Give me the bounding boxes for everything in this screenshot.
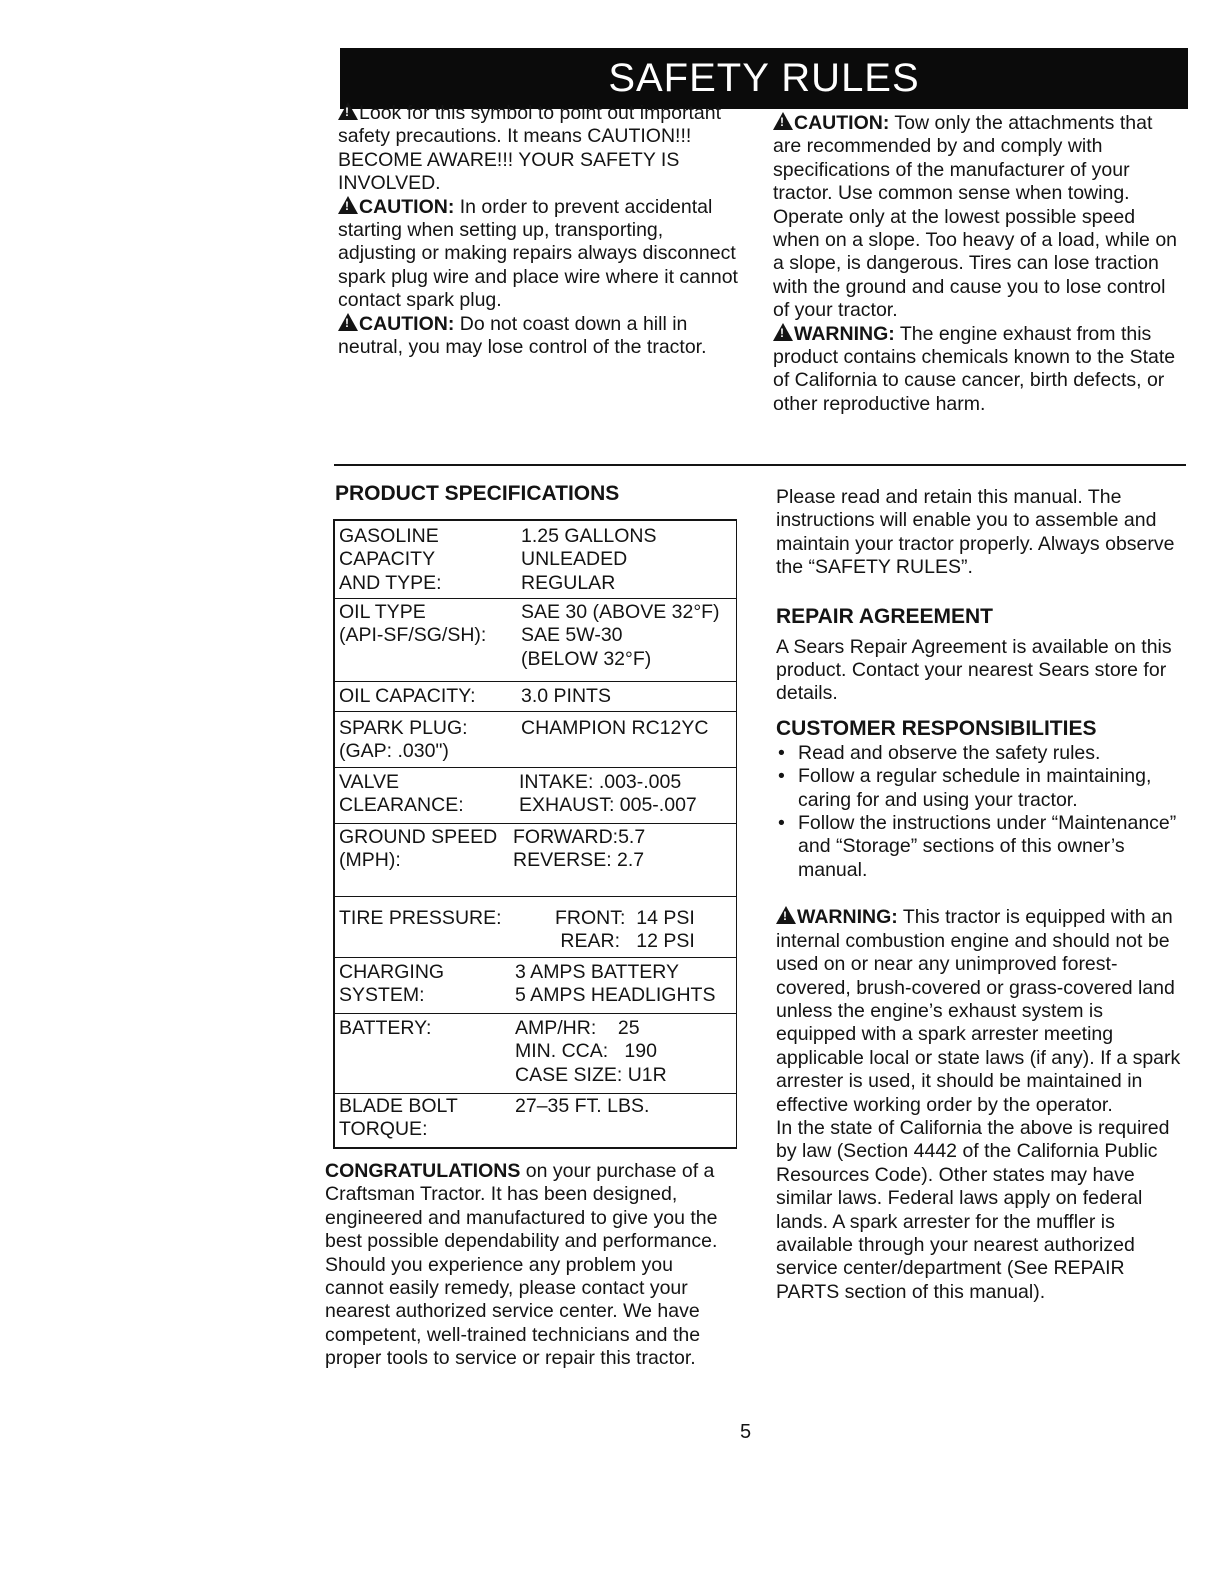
page-number: 5 <box>740 1421 752 1443</box>
spec-value: 1.25 GALLONS UNLEADED REGULAR <box>521 525 657 594</box>
spec-label: VALVE CLEARANCE: <box>339 771 464 817</box>
warning-spark-arrester: !WARNING: This tractor is equipped with an internal combustion engine and should not be used on or near any unimproved forest-covered, brush-covered or grass-covered land unless the engine’s exhaust system is equipped with a spark arrester meeting applicable local or state laws (if any). If a spark arrester is used, it should be maintained in effective working order by the operator. <box>776 906 1186 1117</box>
warning-triangle-icon <box>338 196 358 214</box>
spec-value: SAE 30 (ABOVE 32°F) SAE 5W-30 (BELOW 32°F) <box>521 601 720 670</box>
spec-value: INTAKE: .003-.005 EXHAUST: 005-.007 <box>519 771 697 817</box>
symbol-intro: !Look for this symbol to point out important safety precautions. It means CAUTION!!! BECOME AWARE!!! YOUR SAFETY IS INVOLVED. <box>338 102 743 196</box>
info-right-column <box>776 486 1186 1304</box>
repair-agreement-text: A Sears Repair Agreement is available on this product. Contact your nearest Sears store for details. <box>776 635 1172 705</box>
product-specs-heading: PRODUCT SPECIFICATIONS <box>335 482 620 505</box>
spec-label: SPARK PLUG: (GAP: .030") <box>339 717 468 763</box>
product-specs-table <box>333 519 737 1149</box>
caution-coast: !CAUTION: Do not coast down a hill in neutral, you may lose control of the tractor. <box>338 313 743 360</box>
responsibilities-list <box>776 742 1186 882</box>
table-rule <box>335 1093 737 1094</box>
spec-value: CHAMPION RC12YC <box>521 717 709 739</box>
spec-label: GASOLINE CAPACITY AND TYPE: <box>339 525 442 594</box>
spec-value: AMP/HR: 25 MIN. CCA: 190 CASE SIZE: U1R <box>515 1017 667 1086</box>
repair-agreement-heading: REPAIR AGREEMENT <box>776 604 994 628</box>
spec-label: BLADE BOLT TORQUE: <box>339 1095 458 1141</box>
table-rule <box>335 896 737 897</box>
spec-value: FORWARD:5.7 REVERSE: 2.7 <box>513 826 646 872</box>
spec-label: OIL TYPE (API-SF/SG/SH): <box>339 601 487 647</box>
safety-rules-banner: SAFETY RULES <box>340 48 1188 109</box>
section-divider <box>334 464 1186 466</box>
california-law-text: In the state of California the above is required by law (Section 4442 of the California Public Resources Code). Other states may have similar laws. Federal laws apply on federal lands. A spark arrester for the muffler is available through your nearest authorized service center/department (See REPAIR PARTS section of this manual). <box>776 1116 1170 1303</box>
spec-value: 3 AMPS BATTERY 5 AMPS HEADLIGHTS <box>515 961 716 1007</box>
warning-triangle-icon <box>338 102 358 120</box>
safety-left-column <box>338 102 743 359</box>
table-rule <box>335 767 737 768</box>
spec-value: 27–35 FT. LBS. <box>515 1095 650 1117</box>
table-rule <box>335 711 737 712</box>
table-rule <box>335 957 737 958</box>
congratulations-block: CONGRATULATIONS on your purchase of a Craftsman Tractor. It has been designed, engineered and manufactured to give you the best possible dependability and performance. Should you experience any problem you cannot easily remedy, please contact your nearest authorized service center. We have competent, well-trained technicians and the proper tools to service or repair this tractor. <box>325 1160 718 1370</box>
table-rule <box>335 1013 737 1014</box>
list-item: • Read and observe the safety rules. <box>776 742 1186 765</box>
table-right-border <box>736 521 737 1147</box>
list-item: • Follow the instructions under “Maintenance” and “Storage” sections of this owner’s manual. <box>776 812 1186 882</box>
caution-tow: !CAUTION: Tow only the attachments that are recommended by and comply with specifications of the manufacturer of your tractor. Use common sense when towing. Operate only at the lowest possible speed when on a slope. Too heavy of a load, while on a slope, is dangerous. Tires can lose traction with the ground and cause you to lose control of your tractor. <box>773 112 1185 323</box>
manual-intro: Please read and retain this manual. The instructions will enable you to assemble and maintain your tractor properly. Always observe the “SAFETY RULES”. <box>776 486 1175 579</box>
caution-setup: !CAUTION: In order to prevent accidental starting when setting up, transporting, adjusting or making repairs always disconnect spark plug wire and place wire where it cannot contact spark plug. <box>338 196 743 313</box>
warning-triangle-icon <box>776 906 796 924</box>
spec-label: OIL CAPACITY: <box>339 685 476 707</box>
spec-value: 3.0 PINTS <box>521 685 611 707</box>
warning-exhaust: !WARNING: The engine exhaust from this product contains chemicals known to the State of California to cause cancer, birth defects, or other reproductive harm. <box>773 323 1185 417</box>
table-rule <box>335 823 737 824</box>
spec-value: FRONT: 14 PSI REAR: 12 PSI <box>555 907 695 953</box>
safety-right-column <box>773 112 1185 416</box>
spec-label: GROUND SPEED (MPH): <box>339 826 498 872</box>
warning-triangle-icon <box>773 112 793 130</box>
customer-responsibilities-heading: CUSTOMER RESPONSIBILITIES <box>776 716 1097 740</box>
table-rule <box>335 681 737 682</box>
warning-triangle-icon <box>773 323 793 341</box>
list-item: • Follow a regular schedule in maintaining, caring for and using your tractor. <box>776 765 1186 812</box>
spec-label: BATTERY: <box>339 1017 432 1039</box>
spec-label: TIRE PRESSURE: <box>339 907 502 929</box>
warning-triangle-icon <box>338 313 358 331</box>
spec-label: CHARGING SYSTEM: <box>339 961 445 1007</box>
table-rule <box>335 598 737 599</box>
